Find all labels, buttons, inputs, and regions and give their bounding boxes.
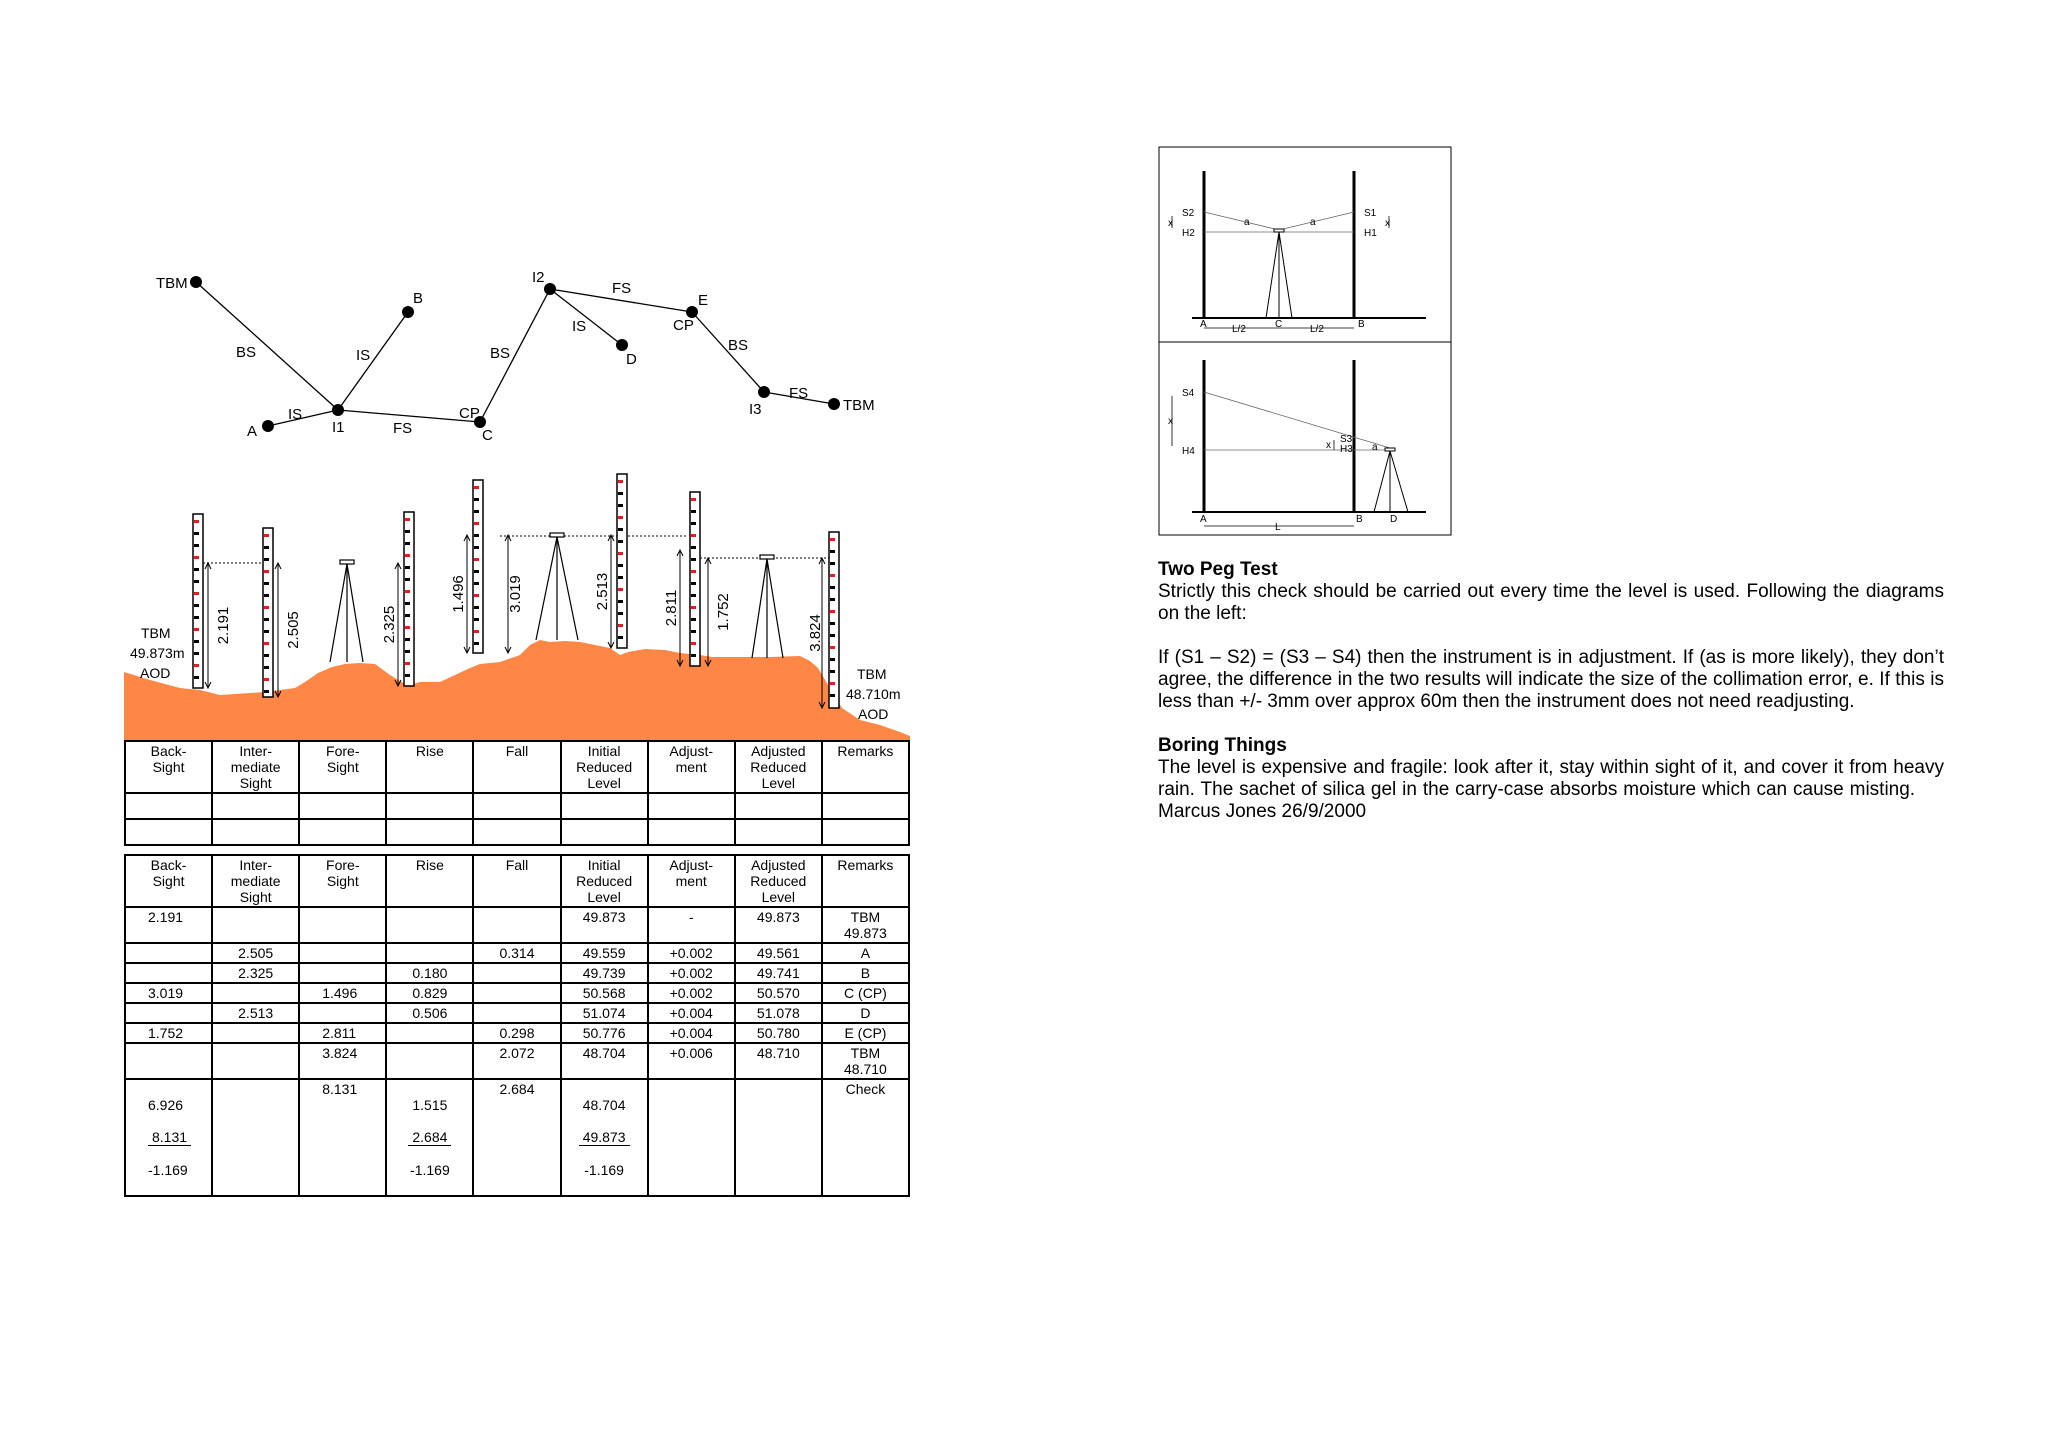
label-i1: I1 [332, 419, 345, 436]
col-back-sight: Back- Sight [125, 741, 212, 793]
cell-fore-sight: 2.811 [299, 1023, 386, 1043]
cell-rise: 0.829 [386, 983, 473, 1003]
table-row [125, 1043, 909, 1079]
cell-back-sight: 3.019 [125, 983, 212, 1003]
ground-profile [124, 640, 910, 740]
label-e: E [698, 292, 709, 309]
cell-fall [473, 1003, 560, 1023]
label-h1: H1 [1364, 228, 1377, 239]
col-fore-sight: Fore- Sight [299, 855, 386, 907]
cell-initial-rl: 49.873 [561, 907, 648, 943]
point-i1 [332, 404, 344, 416]
line-fs-1: FS [393, 420, 413, 437]
label-a: A [247, 423, 258, 440]
label-s2: S2 [1182, 208, 1195, 219]
col-initial-reduced-level: Initial Reduced Level [561, 855, 648, 907]
label-d: D [626, 351, 637, 368]
cell-adjusted-rl: 49.561 [735, 943, 822, 963]
cell-adjusted-rl: 51.078 [735, 1003, 822, 1023]
table-row [125, 793, 909, 819]
col-fall: Fall [473, 855, 560, 907]
cell-rise [386, 943, 473, 963]
label-c: C [482, 427, 493, 444]
label-x-right: x [1385, 218, 1390, 229]
cell-remarks: TBM 49.873 [822, 907, 909, 943]
label-half-2: L/2 [1310, 324, 1324, 335]
level-profile-diagram [0, 460, 920, 740]
label-point-b: B [1358, 319, 1365, 330]
label-s1: S1 [1364, 208, 1377, 219]
cell-fore-sight: 3.824 [299, 1043, 386, 1079]
line-is-b: IS [356, 347, 371, 364]
label-angle: a [1372, 442, 1378, 453]
level-staff [617, 474, 627, 648]
line-bs-3: BS [728, 337, 749, 354]
cell-adjustment: +0.006 [648, 1043, 735, 1079]
col-fall: Fall [473, 741, 560, 793]
heading-two-peg-test: Two Peg Test [1158, 559, 1278, 580]
tbm-end-datum: AOD [858, 706, 889, 722]
table-row [125, 907, 909, 943]
network-diagram [0, 0, 920, 450]
heading-boring-things: Boring Things [1158, 735, 1287, 756]
check-rise: 1.515 2.684 -1.169 [386, 1079, 473, 1196]
col-remarks: Remarks [822, 855, 909, 907]
point-d [616, 339, 628, 351]
cell-initial-rl: 50.776 [561, 1023, 648, 1043]
level-staff [473, 480, 483, 653]
table-row [125, 1023, 909, 1043]
staff-reading: 2.325 [381, 605, 398, 644]
cell-back-sight [125, 943, 212, 963]
cell-initial-rl: 49.739 [561, 963, 648, 983]
label-angle-left: a [1244, 217, 1250, 228]
line-fs-2: FS [612, 280, 632, 297]
cell-remarks: B [822, 963, 909, 983]
col-back-sight: Back- Sight [125, 855, 212, 907]
label-s3: S3 [1340, 434, 1353, 445]
cell-adjusted-rl: 50.780 [735, 1023, 822, 1043]
label-point-a: A [1200, 319, 1207, 330]
line-bs-1: BS [236, 344, 257, 361]
staff-reading: 1.752 [715, 593, 732, 631]
tbm-start-datum: AOD [140, 665, 171, 681]
label-point-c: C [1275, 319, 1283, 330]
cell-fore-sight [299, 963, 386, 983]
label-tbm-end: TBM [843, 397, 875, 414]
cell-fall [473, 983, 560, 1003]
cell-back-sight [125, 963, 212, 983]
cell-fore-sight [299, 907, 386, 943]
cell-fore-sight: 1.496 [299, 983, 386, 1003]
cell-rise [386, 907, 473, 943]
cell-intermediate-sight [212, 907, 299, 943]
table-row [125, 943, 909, 963]
cell-adjusted-rl: 50.570 [735, 983, 822, 1003]
check-fall: 2.684 [473, 1079, 560, 1196]
label-i3: I3 [749, 401, 762, 418]
staff-reading: 2.191 [215, 606, 232, 645]
cell-adjustment: - [648, 907, 735, 943]
cell-fore-sight [299, 943, 386, 963]
label-tbm-start: TBM [156, 275, 188, 292]
staff-reading: 2.505 [285, 611, 302, 649]
point-i2 [544, 283, 556, 295]
check-fore-sight: 8.131 [299, 1079, 386, 1196]
cell-rise [386, 1043, 473, 1079]
label-x-bottom-mid: x [1326, 440, 1331, 451]
check-reduced-level: 48.704 49.873 -1.169 [561, 1079, 648, 1196]
label-point-a-2: A [1200, 514, 1207, 525]
label-angle-right: a [1310, 217, 1316, 228]
cell-initial-rl: 51.074 [561, 1003, 648, 1023]
line-fs-3: FS [789, 385, 809, 402]
label-s4: S4 [1182, 388, 1195, 399]
notes-text [1158, 559, 1944, 823]
cell-remarks: TBM 48.710 [822, 1043, 909, 1079]
check-row [125, 1079, 909, 1196]
paragraph-adjustment: If (S1 – S2) = (S3 – S4) then the instrument is in adjustment. If (as is more likely), they don’t agree, the difference in the two results will indicate the size of the collimation error, e. If this is less than +/- 3mm over approx 60m then the instrument does not need readjusting. [1158, 647, 1944, 712]
label-half-1: L/2 [1232, 324, 1246, 335]
label-l: L [1275, 522, 1281, 533]
cell-fall [473, 907, 560, 943]
cell-fall: 2.072 [473, 1043, 560, 1079]
point-tbm-start [190, 276, 202, 288]
staff-reading: 2.811 [663, 589, 680, 627]
signature: Marcus Jones 26/9/2000 [1158, 801, 1367, 822]
cell-adjustment: +0.002 [648, 963, 735, 983]
table-row [125, 819, 909, 845]
cell-remarks: E (CP) [822, 1023, 909, 1043]
col-fore-sight: Fore- Sight [299, 741, 386, 793]
point-a [262, 420, 274, 432]
cell-back-sight [125, 1043, 212, 1079]
cell-intermediate-sight [212, 1043, 299, 1079]
cell-adjusted-rl: 49.873 [735, 907, 822, 943]
level-staff [829, 532, 839, 708]
cell-intermediate-sight [212, 1023, 299, 1043]
cell-fore-sight [299, 1003, 386, 1023]
cell-adjusted-rl: 49.741 [735, 963, 822, 983]
cell-initial-rl: 49.559 [561, 943, 648, 963]
cell-intermediate-sight: 2.505 [212, 943, 299, 963]
label-point-b-2: B [1356, 514, 1363, 525]
staff-reading: 2.513 [594, 572, 611, 611]
tbm-start-label: TBM [141, 625, 171, 641]
cell-back-sight: 2.191 [125, 907, 212, 943]
label-h4: H4 [1182, 446, 1195, 457]
blank-booking-table [124, 740, 910, 846]
cell-remarks: A [822, 943, 909, 963]
paragraph-care: The level is expensive and fragile: look after it, stay within sight of it, and cover it from heavy rain. The sachet of silica gel in the carry-case absorbs moisture which can cause misting. Marcus Jones 26/9/2000 [1158, 757, 1944, 822]
cell-initial-rl: 50.568 [561, 983, 648, 1003]
cell-remarks: D [822, 1003, 909, 1023]
col-adjusted-reduced-level: Adjusted Reduced Level [735, 741, 822, 793]
label-x-left: x [1168, 218, 1173, 229]
col-remarks: Remarks [822, 741, 909, 793]
tbm-start-value: 49.873m [130, 645, 185, 661]
cell-intermediate-sight: 2.513 [212, 1003, 299, 1023]
cell-rise: 0.180 [386, 963, 473, 983]
table-header-row [125, 855, 909, 907]
cell-rise [386, 1023, 473, 1043]
line-bs-2: BS [490, 345, 511, 362]
label-h2: H2 [1182, 228, 1195, 239]
col-intermediate-sight: Inter- mediate Sight [212, 855, 299, 907]
cell-remarks: C (CP) [822, 983, 909, 1003]
cell-back-sight: 1.752 [125, 1023, 212, 1043]
line-is-a: IS [288, 406, 303, 423]
check-back-sight: 6.926 8.131 -1.169 [125, 1079, 212, 1196]
check-remark: Check [822, 1079, 909, 1196]
paragraph-procedure: Strictly this check should be carried out every time the level is used. Following the diagrams on the left: [1158, 581, 1944, 624]
col-rise: Rise [386, 855, 473, 907]
table-row [125, 983, 909, 1003]
cell-fall [473, 963, 560, 983]
col-initial-reduced-level: Initial Reduced Level [561, 741, 648, 793]
col-rise: Rise [386, 741, 473, 793]
cell-adjusted-rl: 48.710 [735, 1043, 822, 1079]
cell-adjustment: +0.002 [648, 943, 735, 963]
two-peg-test-diagram [1158, 146, 1452, 536]
col-adjustment: Adjust- ment [648, 741, 735, 793]
cell-fall: 0.314 [473, 943, 560, 963]
point-i3 [758, 386, 770, 398]
label-i2: I2 [532, 269, 545, 286]
cell-intermediate-sight: 2.325 [212, 963, 299, 983]
tbm-end-label: TBM [857, 666, 887, 682]
level-staff [193, 514, 203, 688]
cell-initial-rl: 48.704 [561, 1043, 648, 1079]
col-adjustment: Adjust- ment [648, 855, 735, 907]
cell-adjustment: +0.004 [648, 1023, 735, 1043]
line-cp-e: CP [673, 317, 694, 334]
level-staff [690, 492, 700, 666]
table-header-row [125, 741, 909, 793]
tbm-end-value: 48.710m [846, 686, 901, 702]
label-x-bottom-left: x [1168, 416, 1173, 427]
col-adjusted-reduced-level: Adjusted Reduced Level [735, 855, 822, 907]
level-staff [263, 528, 273, 697]
staff-reading: 3.019 [507, 575, 524, 613]
table-row [125, 1003, 909, 1023]
line-is-d: IS [572, 318, 587, 335]
cell-adjustment: +0.002 [648, 983, 735, 1003]
staff-reading: 3.824 [807, 614, 824, 652]
booking-table [124, 854, 910, 1197]
label-b: B [413, 290, 424, 307]
label-h3: H3 [1340, 444, 1353, 455]
level-staff [404, 512, 414, 686]
table-row [125, 963, 909, 983]
cell-rise: 0.506 [386, 1003, 473, 1023]
label-point-d: D [1390, 514, 1398, 525]
cell-back-sight [125, 1003, 212, 1023]
staff-reading: 1.496 [450, 575, 467, 613]
cell-fall: 0.298 [473, 1023, 560, 1043]
cell-adjustment: +0.004 [648, 1003, 735, 1023]
point-tbm-end [828, 398, 840, 410]
line-cp-c: CP [459, 405, 480, 422]
cell-intermediate-sight [212, 983, 299, 1003]
point-b [402, 306, 414, 318]
col-intermediate-sight: Inter- mediate Sight [212, 741, 299, 793]
